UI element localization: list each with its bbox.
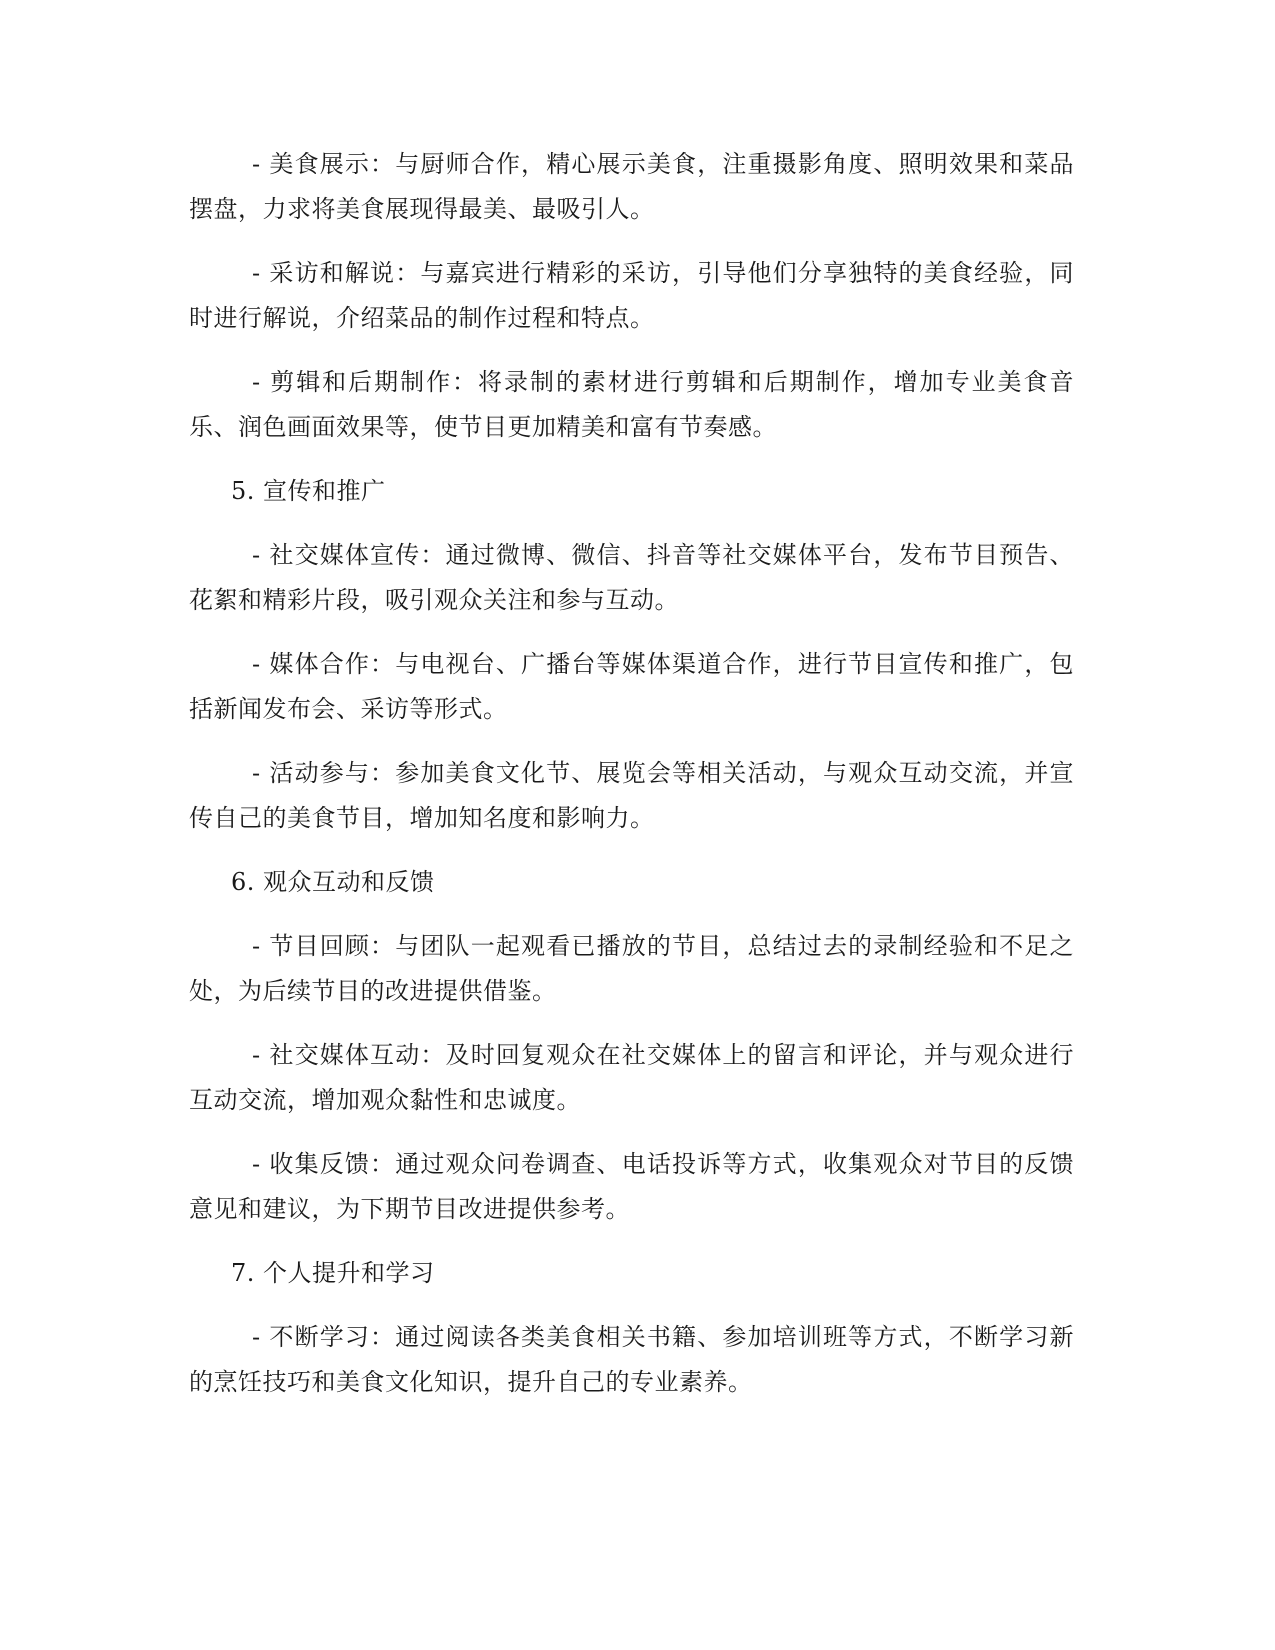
paragraph-media-cooperation: - 媒体合作：与电视台、广播台等媒体渠道合作，进行节目宣传和推广，包括新闻发布会、采访等形式。 bbox=[189, 650, 1074, 723]
section-heading-audience-feedback: 6. 观众互动和反馈 bbox=[231, 868, 435, 896]
paragraph-collect-feedback: - 收集反馈：通过观众问卷调查、电话投诉等方式，收集观众对节目的反馈意见和建议，为下期节目改进提供参考。 bbox=[189, 1150, 1074, 1223]
section-heading-promotion: 5. 宣传和推广 bbox=[231, 477, 386, 505]
paragraph-continuous-learning: - 不断学习：通过阅读各类美食相关书籍、参加培训班等方式，不断学习新的烹饪技巧和美食文化知识，提升自己的专业素养。 bbox=[189, 1323, 1074, 1396]
paragraph-program-review: - 节目回顾：与团队一起观看已播放的节目，总结过去的录制经验和不足之处，为后续节目的改进提供借鉴。 bbox=[189, 932, 1074, 1005]
paragraph-social-media-interaction: - 社交媒体互动：及时回复观众在社交媒体上的留言和评论，并与观众进行互动交流，增加观众黏性和忠诚度。 bbox=[189, 1041, 1074, 1114]
paragraph-social-media-promotion: - 社交媒体宣传：通过微博、微信、抖音等社交媒体平台，发布节目预告、花絮和精彩片段，吸引观众关注和参与互动。 bbox=[189, 541, 1074, 614]
document-body bbox=[189, 142, 1074, 1424]
paragraph-event-participation: - 活动参与：参加美食文化节、展览会等相关活动，与观众互动交流，并宣传自己的美食节目，增加知名度和影响力。 bbox=[189, 759, 1074, 832]
section-heading-personal-growth: 7. 个人提升和学习 bbox=[231, 1259, 435, 1287]
paragraph-interview-narration: - 采访和解说：与嘉宾进行精彩的采访，引导他们分享独特的美食经验，同时进行解说，介绍菜品的制作过程和特点。 bbox=[189, 259, 1074, 332]
paragraph-editing-post-production: - 剪辑和后期制作：将录制的素材进行剪辑和后期制作，增加专业美食音乐、润色画面效果等，使节目更加精美和富有节奏感。 bbox=[189, 368, 1074, 441]
paragraph-food-display: - 美食展示：与厨师合作，精心展示美食，注重摄影角度、照明效果和菜品摆盘，力求将美食展现得最美、最吸引人。 bbox=[189, 150, 1074, 223]
